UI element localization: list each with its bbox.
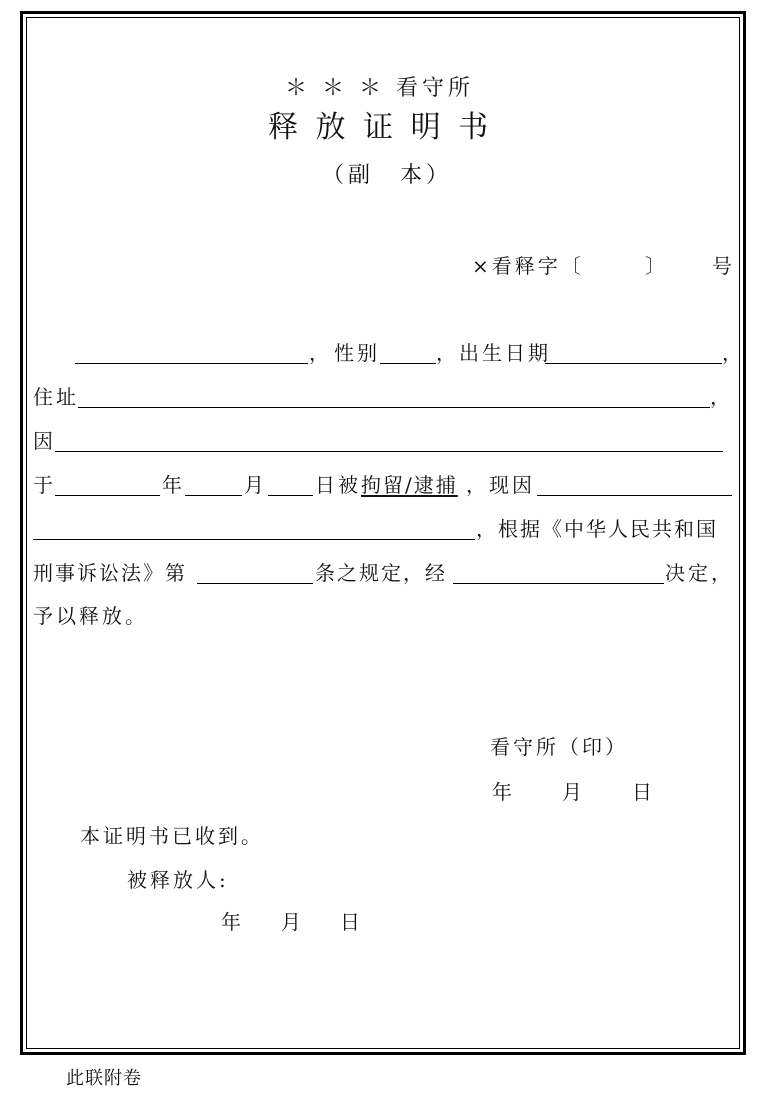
year-blank[interactable]	[55, 495, 160, 496]
released-person-label: 被释放人:	[127, 868, 229, 892]
doc-number-prefix: ×看释字〔	[472, 254, 584, 278]
day-blank[interactable]	[268, 495, 313, 496]
article-blank[interactable]	[197, 583, 313, 584]
doc-number-suffix: 号	[712, 254, 735, 278]
footer-note: 此联附卷	[66, 1068, 142, 1089]
comma: ，	[309, 341, 332, 365]
approver-blank[interactable]	[453, 583, 664, 584]
now-because-label: ，现因	[466, 473, 535, 497]
signature-month: 月	[562, 780, 585, 804]
month-label: 月	[244, 473, 267, 497]
copy-label: （副 本）	[322, 163, 453, 188]
doc-number-bracket-close: 〕	[645, 254, 668, 278]
decision-label: 决定，	[665, 561, 734, 585]
institution-name: ＊ ＊ ＊ 看守所	[285, 76, 474, 101]
signature-day: 日	[632, 780, 655, 804]
article-rule-label: 条之规定，经	[315, 561, 447, 585]
detention-center-seal: 看守所（印）	[490, 735, 628, 759]
release-reason-blank[interactable]	[537, 495, 732, 496]
detention-or-arrest: 拘留/逮捕	[361, 473, 458, 497]
comma: ，	[722, 341, 745, 365]
day-by-label: 日被	[315, 473, 361, 497]
criminal-procedure-law: 刑事诉讼法》第	[33, 561, 187, 585]
gender-blank[interactable]	[380, 363, 436, 364]
month-blank[interactable]	[185, 495, 242, 496]
reason-blank[interactable]	[55, 451, 723, 452]
according-to-label: ，根据《中华人民共和国	[476, 517, 718, 541]
on-label: 于	[33, 473, 56, 497]
document-title: 释 放 证 明 书	[268, 110, 493, 145]
receipt-year: 年	[221, 910, 244, 934]
release-reason-blank-cont[interactable]	[33, 539, 475, 540]
address-blank[interactable]	[78, 407, 710, 408]
name-blank[interactable]	[75, 363, 308, 364]
receipt-month: 月	[281, 910, 304, 934]
reason-label: 因	[33, 429, 56, 453]
address-label: 住址	[33, 385, 79, 409]
release-text: 予以释放。	[33, 604, 148, 628]
gender-label: 性别	[334, 341, 380, 365]
signature-year: 年	[492, 780, 515, 804]
receipt-received: 本证明书已收到。	[80, 824, 264, 848]
comma: ，	[710, 385, 733, 409]
birth-date-label: ，出生日期	[436, 341, 551, 365]
birth-date-blank[interactable]	[545, 363, 722, 364]
year-label: 年	[162, 473, 185, 497]
receipt-day: 日	[340, 910, 363, 934]
